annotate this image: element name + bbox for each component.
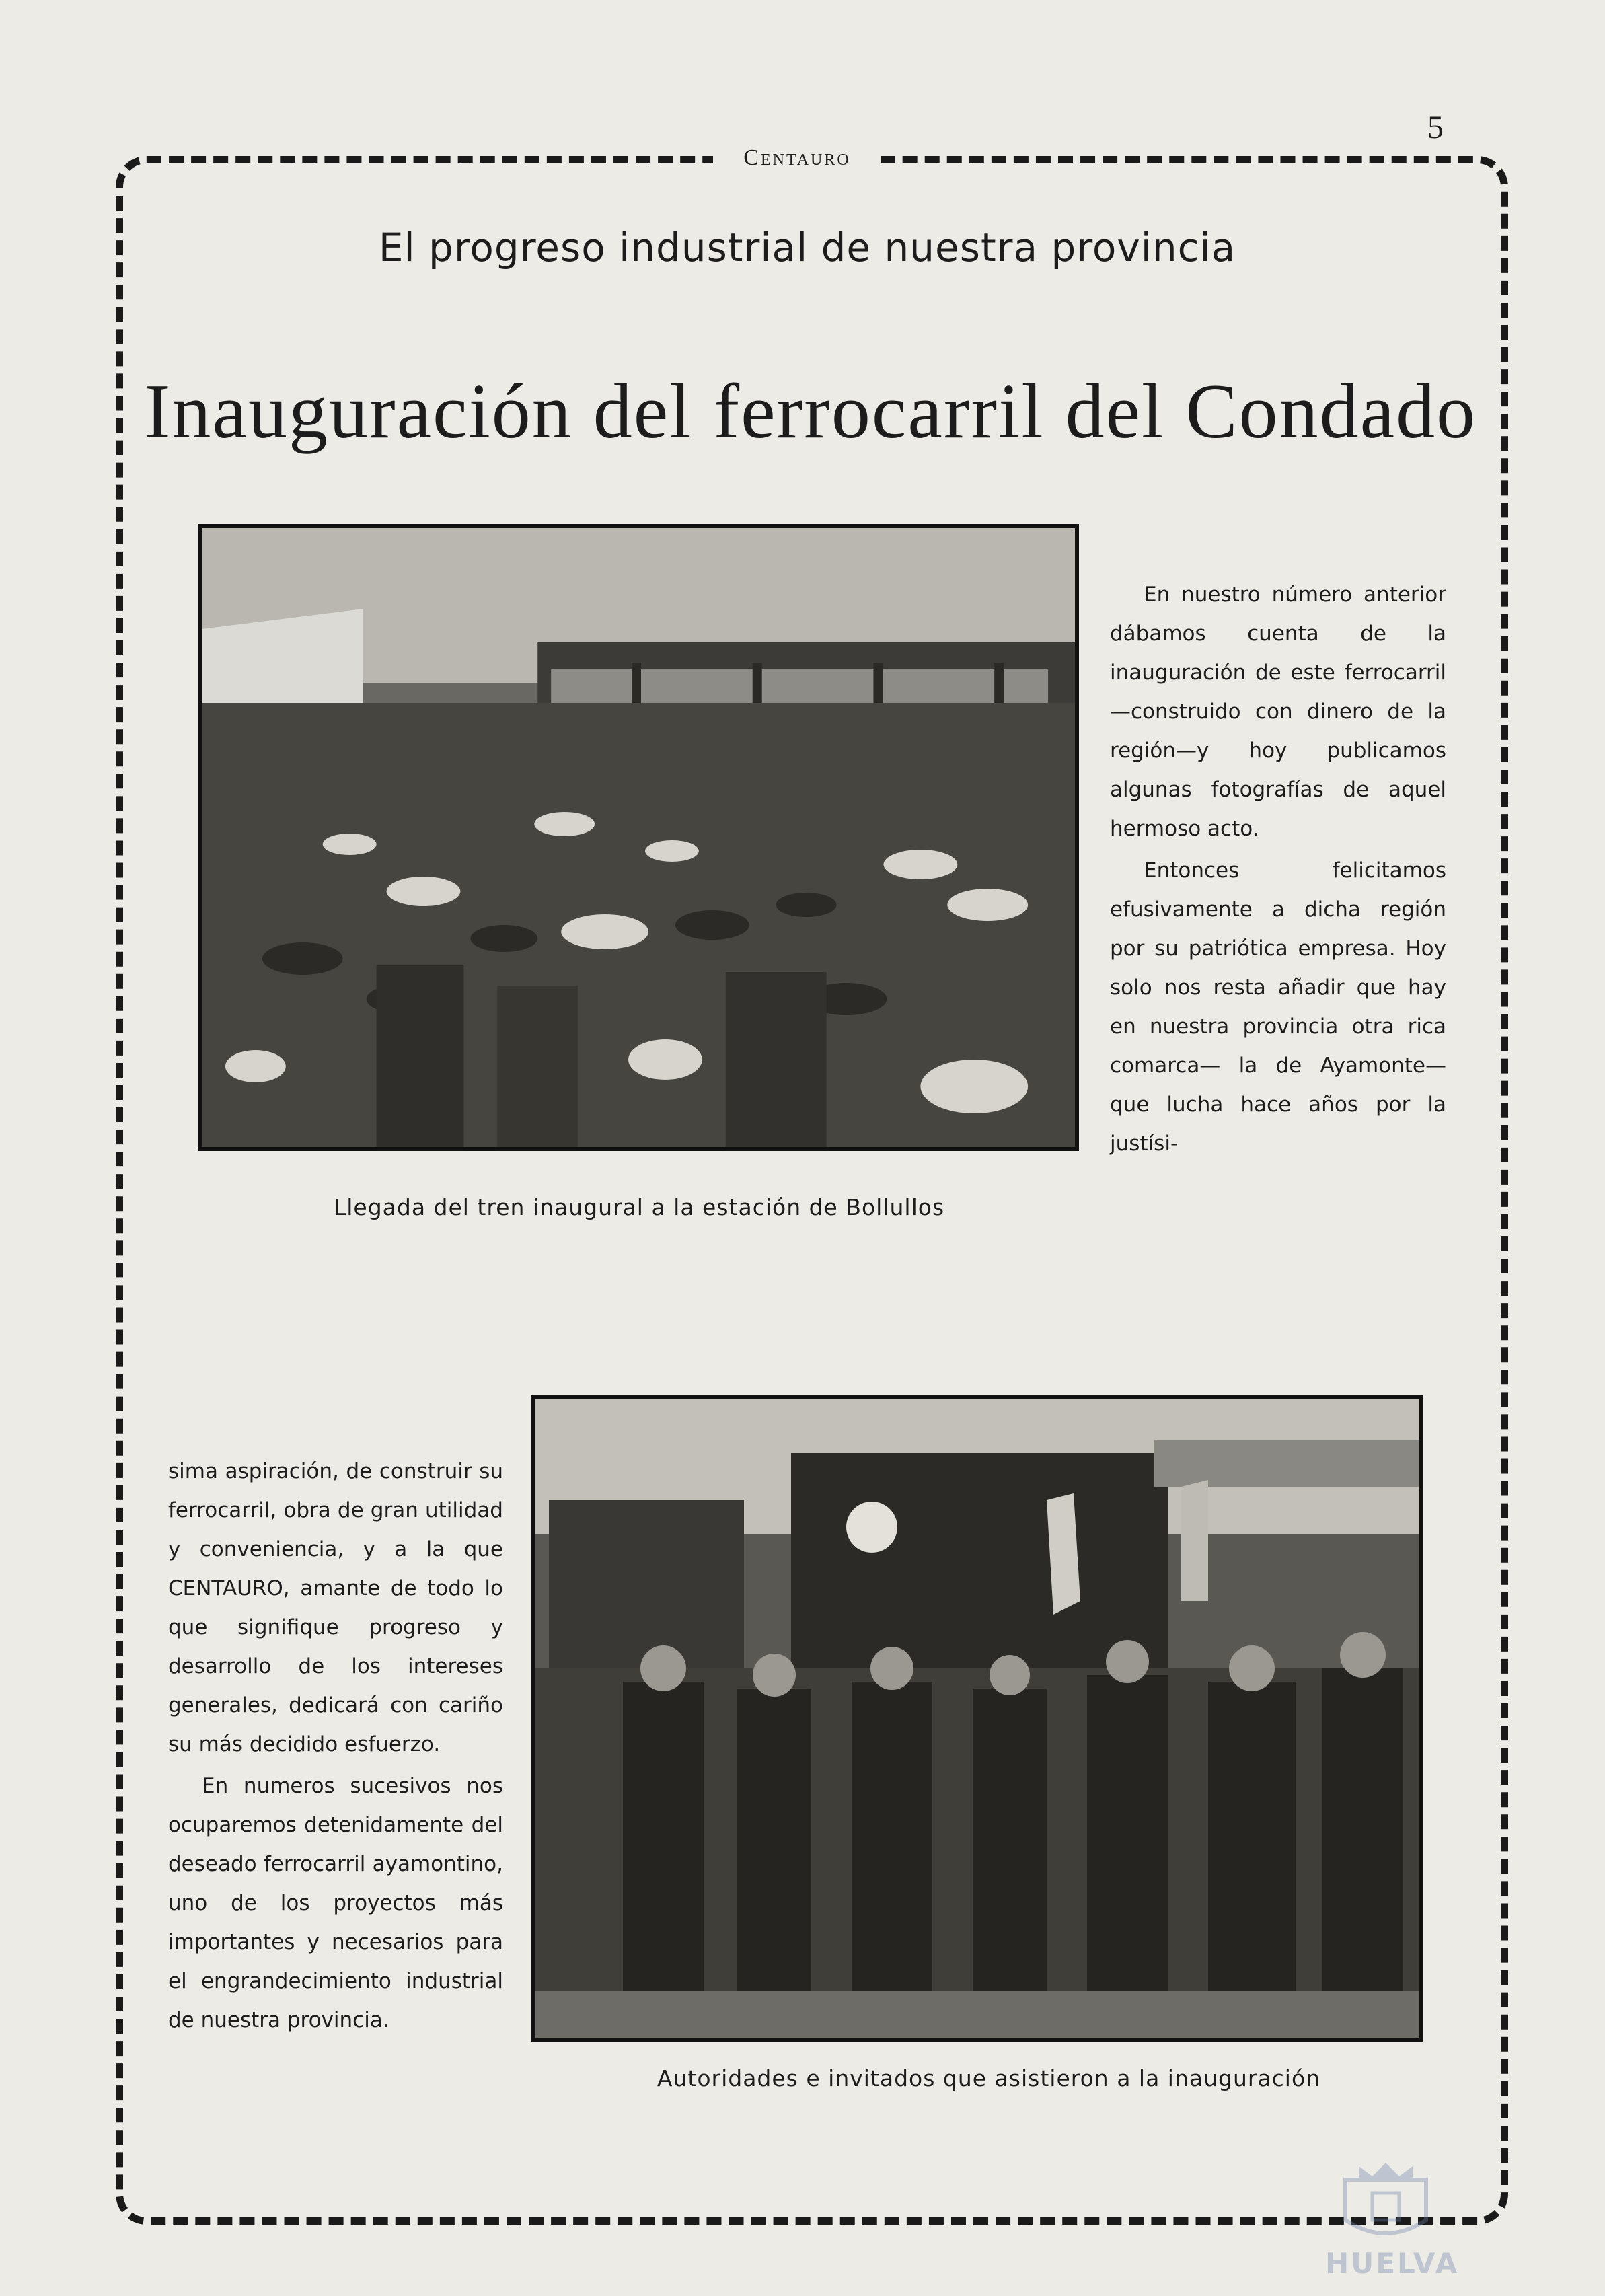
masthead: Centauro <box>713 145 881 171</box>
column-2-paragraph: sima aspiración, de construir su ferrocarril, obra de gran utilidad y conveniencia, y a la que CENTAURO, amante de todo lo que signifique progreso y desarrollo de los intereses generales, dedicará con cariño su más decidido esfuerzo. <box>168 1459 503 1756</box>
page-number: 5 <box>1427 110 1444 145</box>
caption-authorities-guests: Autoridades e invitados que asistieron a la inauguración <box>657 2065 1321 2091</box>
coat-of-arms-icon <box>1318 2153 1453 2247</box>
article-headline: Inauguración del ferrocarril del Condado <box>144 368 1477 455</box>
photo-authorities-guests-image <box>535 1399 1419 2038</box>
archive-watermark <box>1318 2153 1460 2281</box>
column-1-paragraph: En nuestro número anterior dábamos cuenta de la inauguración de este ferrocarril —construido con dinero de la región—y hoy publicamos algunas fotografías de aquel hermoso acto. <box>1110 583 1446 841</box>
photo-train-arrival-image <box>202 528 1075 1147</box>
column-2-paragraph: En numeros sucesivos nos ocuparemos detenidamente del deseado ferrocarril ayamontino, uno de los proyectos más importantes y necesarios para el engrandecimiento industrial de nuestra provincia. <box>168 1774 503 2032</box>
article-kicker: El progreso industrial de nuestra provincia <box>378 225 1236 270</box>
caption-train-arrival: Llegada del tren inaugural a la estación de Bollullos <box>333 1194 945 1220</box>
photo-train-arrival <box>198 524 1079 1151</box>
watermark-text: HUELVA <box>1325 2247 1460 2280</box>
article-column-1 <box>1110 575 1446 1163</box>
column-1-paragraph: Entonces felicitamos efusivamente a dicha región por su patriótica empresa. Hoy solo nos resta añadir que hay en nuestra provincia otra rica comarca— la de Ayamonte— que lucha hace años por la justísi- <box>1110 858 1446 1156</box>
article-column-2 <box>168 1452 503 2040</box>
photo-authorities-guests <box>531 1395 1423 2042</box>
